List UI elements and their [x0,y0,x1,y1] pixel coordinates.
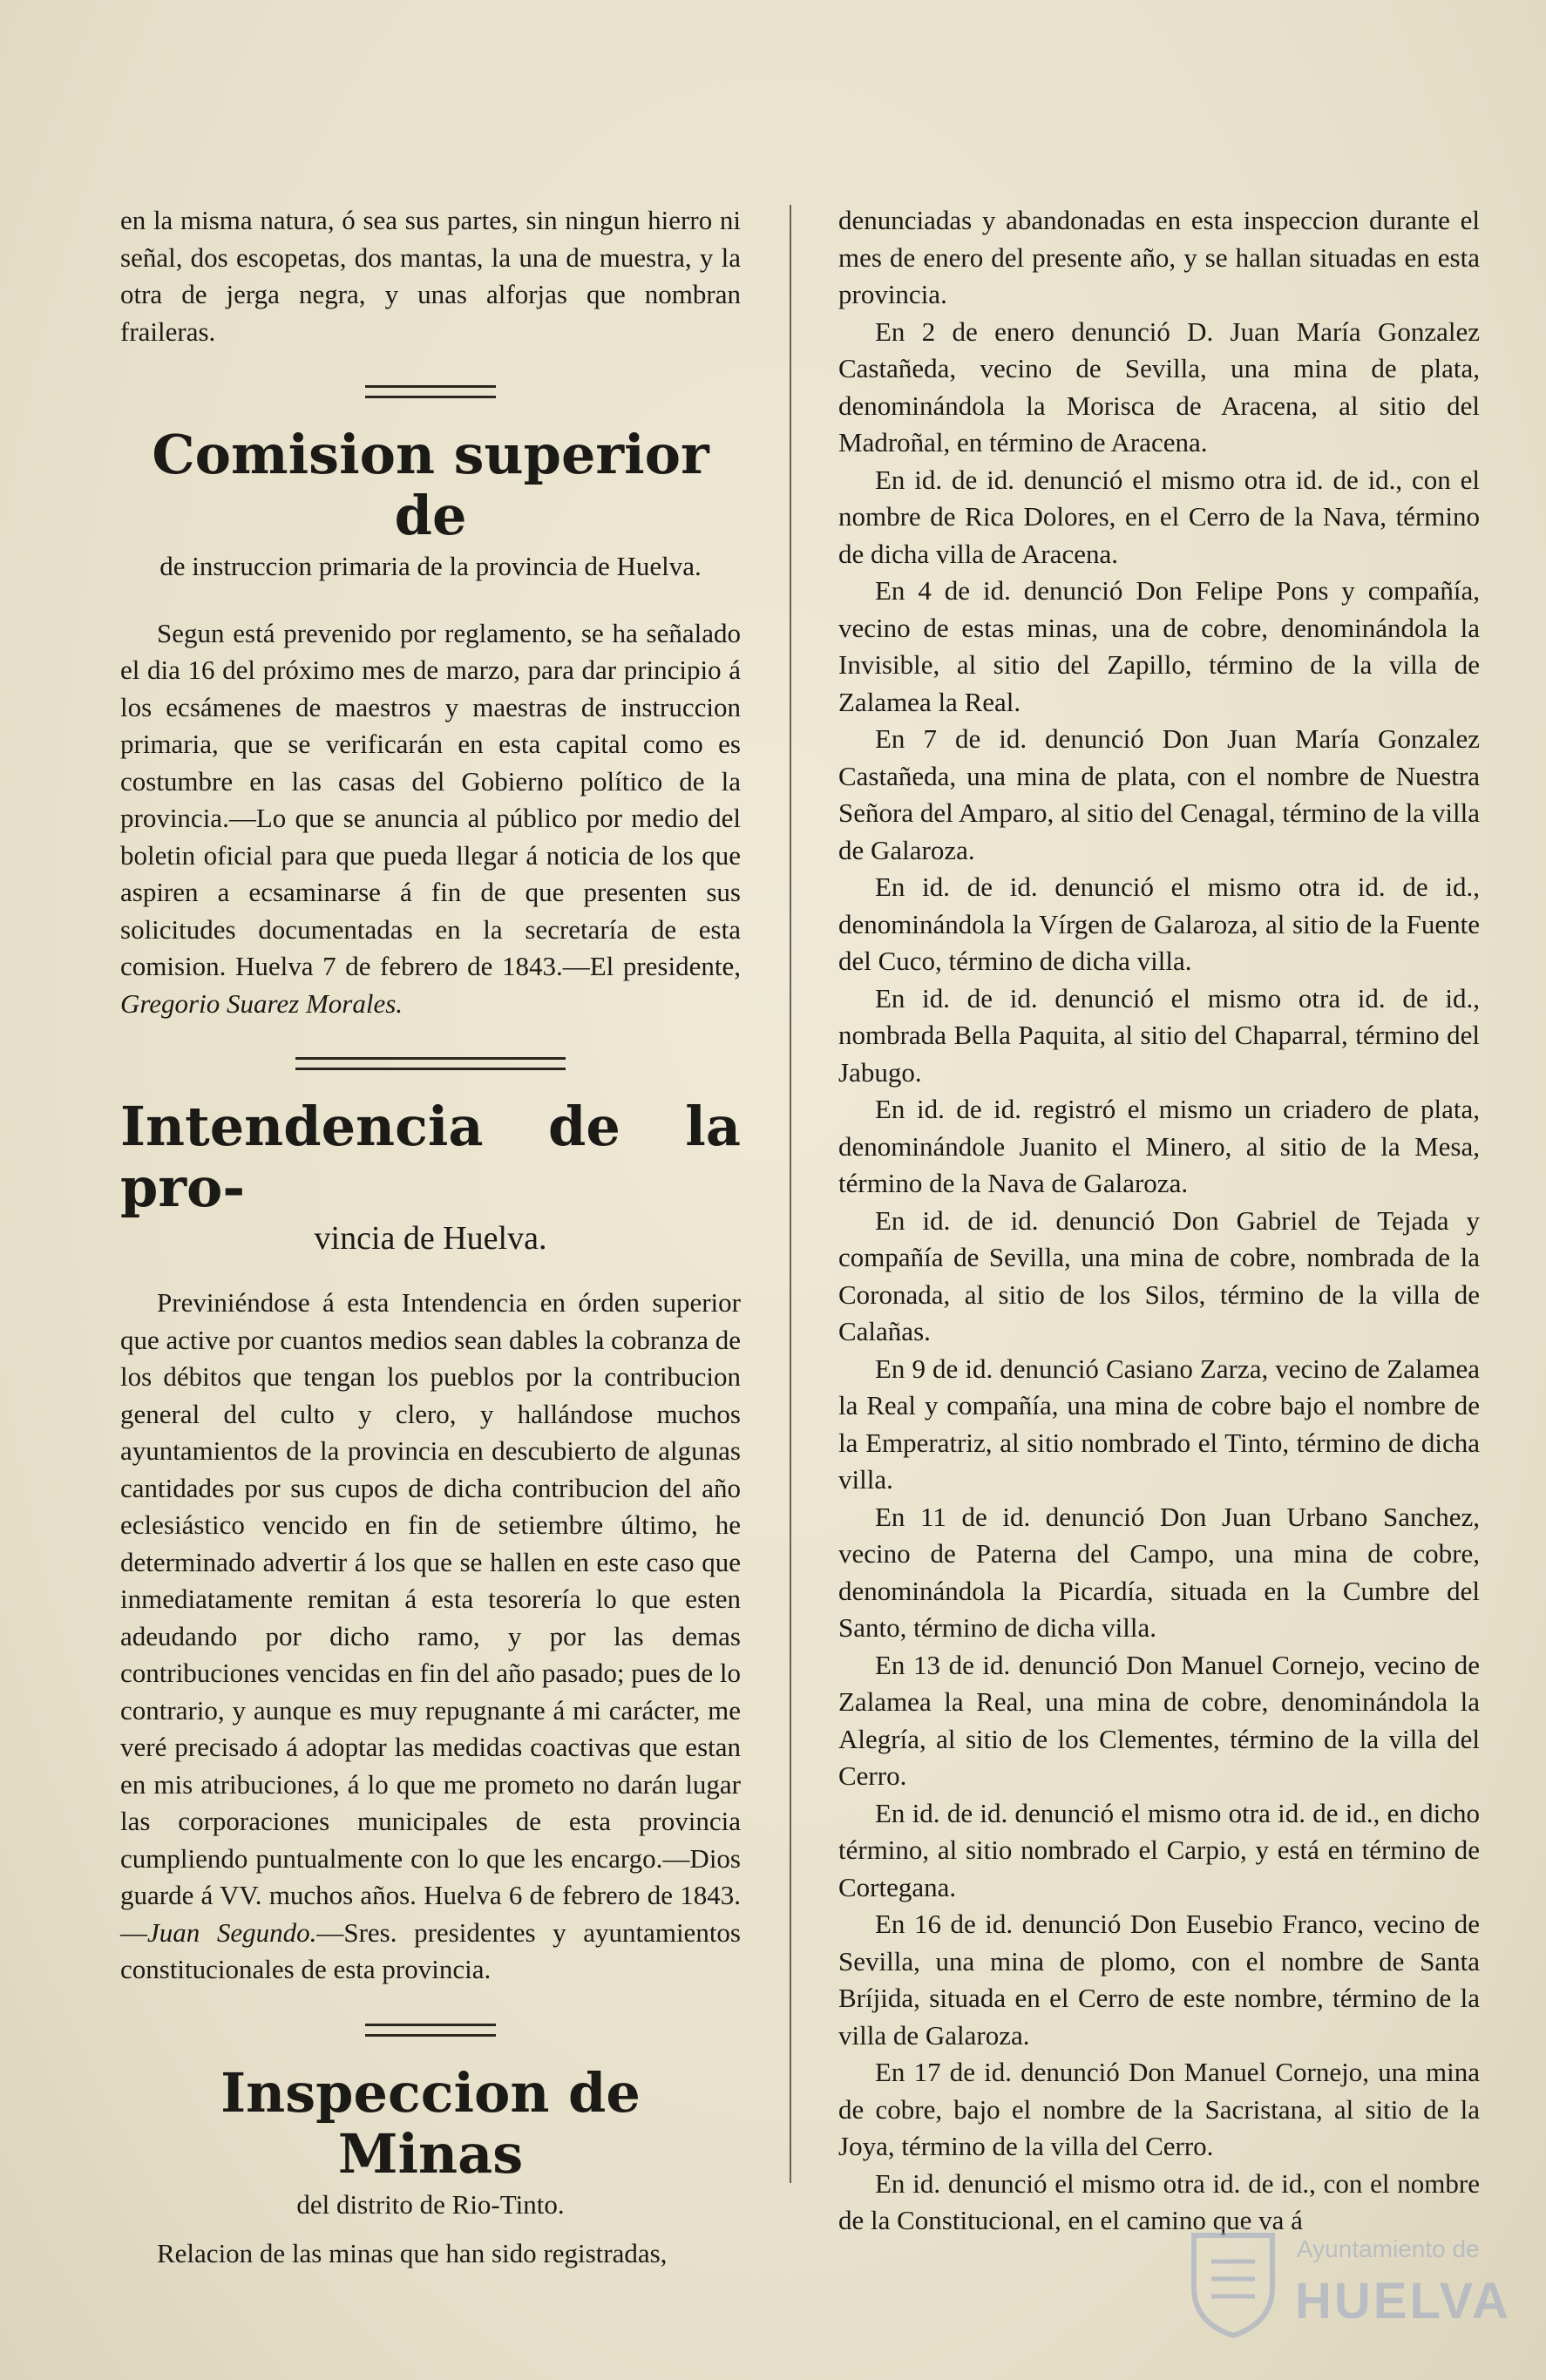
inspeccion-heading: Inspeccion de Minas [220,2060,641,2186]
city-shield-icon [1185,2227,1281,2340]
inspeccion-subheading: del distrito de Rio-Tinto. [296,2188,565,2220]
watermark-line2: HUELVA [1295,2273,1511,2329]
intendencia-closing: —Sres. presidentes y ayuntamientos constitucionales de esta provincia. [120,1916,741,1984]
section-divider [365,385,496,398]
mines-paragraph: denunciadas y abandonadas en esta inspeccion durante el mes de enero del presente año, y se hallan situadas en esta provincia. [838,205,1480,309]
ayuntamiento-watermark [1185,2227,1511,2340]
mines-paragraph: En id. de id. denunció el mismo otra id. de id., nombrada Bella Paquita, al sitio del Chaparral, término del Jabugo. [838,982,1480,1088]
section-divider [295,1057,566,1070]
mines-paragraph: En 7 de id. denunció Don Juan María Gonzalez Castañeda, una mina de plata, con el nombre de Nuestra Señora del Amparo, al sitio del Cenagal, término de la villa de Galaroza. [838,723,1480,865]
mines-paragraph: En id. de id. denunció Don Gabriel de Tejada y compañía de Sevilla, una mina de cobre, nombrada de la Coronada, al sitio de los Silos, término de la villa de Calañas. [838,1204,1480,1346]
mines-paragraph: En 16 de id. denunció Don Eusebio Franco, vecino de Sevilla, una mina de plomo, con el nombre de Santa Bríjida, situada en el Cerro de este nombre, término de la villa de Galaroza. [838,1909,1480,2051]
mines-paragraph: En 9 de id. denunció Casiano Zarza, vecino de Zalamea la Real y compañía, una mina de cobre bajo el nombre de la Emperatriz, al sitio nombrado el Tinto, término de dicha villa. [838,1353,1480,1495]
mines-paragraph: En id. de id. denunció el mismo otra id. de id., en dicho término, al sitio nombrado el Carpio, y está en término de Cortegana. [838,1797,1480,1902]
comision-heading: Comision superior de [152,423,709,547]
intro-paragraph: en la misma natura, ó sea sus partes, sin ningun hierro ni señal, dos escopetas, dos mantas, la una de muestra, y la otra de jerga negra, y unas alforjas que nombran fraileras. [120,205,741,347]
comision-signature: Gregorio Suarez Morales. [120,987,403,1019]
section-divider [365,2024,496,2037]
mines-paragraph: En 11 de id. denunció Don Juan Urbano Sanchez, vecino de Paterna del Campo, una mina de cobre, denominándola la Picardía, situada en la Cumbre del Santo, término de dicha villa. [838,1501,1480,1643]
mines-paragraph: En 13 de id. denunció Don Manuel Cornejo, vecino de Zalamea la Real, una mina de cobre, denominándola la Alegría, al sitio de los Clementes, término de la villa del Cerro. [838,1649,1480,1791]
comision-body [120,615,741,1023]
intendencia-text: Previniéndose á esta Intendencia en órden superior que active por cuantos medios sean dables la cobranza de los débitos que tengan los pueblos por la contribucion general del culto y clero, y hallándose muchos ayuntamientos de la provincia en descubierto de algunas cantidades por sus cupos de dicha contribucion del año eclesiástico vencido en fin de setiembre último, he determinado advertir á los que se hallen en este caso que inmediatamente remitan á esta tesorería lo que esten adeudando por dicho ramo, y por las demas contribuciones vencidas en fin del año pasado; pues de lo contrario, y aunque es muy repugnante á mi carácter, me veré precisado á adoptar las medidas coactivas que estan en mis atribuciones, á lo que me prometo no darán lugar las corporaciones municipales de esta provincia cumpliendo puntualmente con lo que les encargo.—Dios guarde á VV. muchos años. Huelva 6 de febrero de 1843.— [120,1287,741,1948]
inspeccion-lead: Relacion de las minas que han sido registradas, [157,2238,668,2268]
intendencia-body [120,1285,741,1989]
mines-paragraph: En id. de id. denunció el mismo otra id. de id., denominándola la Vírgen de Galaroza, al sitio de la Fuente del Cuco, término de dicha villa. [838,871,1480,976]
watermark-line1: Ayuntamiento de [1297,2235,1480,2262]
intendencia-heading-cont: vincia de Huelva. [314,1220,547,1257]
mines-paragraph: En 4 de id. denunció Don Felipe Pons y compañía, vecino de estas minas, una de cobre, denominándola la Invisible, al sitio del Zapillo, término de la villa de Zalamea la Real. [838,575,1480,717]
intendencia-signature: Juan Segundo. [147,1916,317,1948]
mines-paragraph: En id. de id. denunció el mismo otra id. de id., con el nombre de Rica Dolores, en el Cerro de la Nava, término de dicha villa de Aracena. [838,464,1480,569]
mines-paragraph: En id. denunció el mismo otra id. de id., con el nombre de la Constitucional, en el camino que va á [838,2167,1480,2235]
mines-paragraph: En 2 de enero denunció D. Juan María Gonzalez Castañeda, vecino de Sevilla, una mina de plata, denominándola la Morisca de Aracena, al sitio del Madroñal, en término de Aracena. [838,315,1480,458]
right-column [838,202,1480,2240]
intendencia-heading: Intendencia de la pro- [120,1095,741,1219]
column-divider [790,205,791,2183]
comision-subheading: de instruccion primaria de la provincia de Huelva. [159,551,702,581]
mines-paragraph: En 17 de id. denunció Don Manuel Cornejo, una mina de cobre, bajo el nombre de la Sacristana, al sitio de la Joya, término de la villa del Cerro. [838,2057,1480,2161]
left-column [120,202,741,2273]
mines-paragraph: En id. de id. registró el mismo un criadero de plata, denominándole Juanito el Minero, al sitio de la Mesa, término de la Nava de Galaroza. [838,1094,1480,1198]
comision-text: Segun está prevenido por reglamento, se ha señalado el dia 16 del próximo mes de marzo, para dar principio á los ecsámenes de maestros y maestras de instruccion primaria, que se verificarán en esta capital como es costumbre en las casas del Gobierno político de la provincia.—Lo que se anuncia al público por medio del boletin oficial para que pueda llegar á noticia de los que aspiren a ecsaminarse á fin de que presenten sus solicitudes documentadas en la secretaría de esta comision. Huelva 7 de febrero de 1843.—El presidente, [120,617,741,981]
